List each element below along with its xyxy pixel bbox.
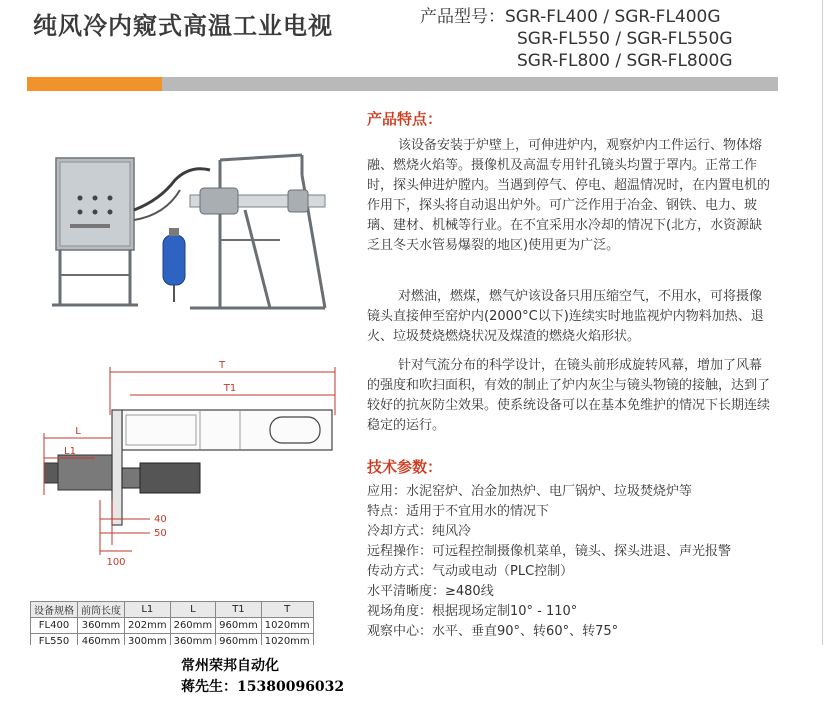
dim-label-T1: T1	[223, 383, 237, 394]
table-cell: 260mm	[170, 618, 216, 634]
table-header-cell: L1	[125, 602, 171, 618]
table-header-cell: 设备规格	[31, 602, 78, 618]
page-edge-line	[822, 0, 823, 645]
model-label: 产品型号：	[420, 7, 505, 27]
table-cell: 960mm	[216, 618, 262, 634]
model-line-2: SGR-FL550 / SGR-FL550G	[517, 29, 733, 49]
table-header-cell: L	[170, 602, 216, 618]
feature-paragraph-1: 该设备安装于炉壁上，可伸进炉内，观察炉内工件运行、物体熔融、燃烧火焰等。摄像机及高温专用针孔镜头均置于罩内。正常工作时，探头伸进炉膛内。当遇到停气、停电、超温情况时，在内置电机的作用下，探头将自动退出炉外。可广泛作用于冶金、钢铁、电力、玻璃、建材、机械等行业。在不宜采用水冷却的情况下(北方，水资源缺乏且冬天水管易爆裂的地区)使用更为广泛。	[367, 138, 771, 253]
spec-item-resolution: 水平清晰度：≥480线	[367, 584, 494, 599]
table-cell: 360mm	[78, 618, 125, 634]
dimension-drawing	[40, 355, 350, 575]
contact-info	[181, 656, 344, 698]
header-divider-bar	[162, 77, 778, 91]
feature-paragraph-2: 对燃油，燃煤，燃气炉该设备只用压缩空气，不用水，可将摄像镜头直接伸至窑炉内(2000°C以下)连续实时地监视炉内物料加热、退火、垃圾焚烧燃烧状况及煤渣的燃烧火焰形状。	[367, 289, 764, 344]
spec-list	[367, 482, 731, 642]
table-cell: 300mm	[125, 634, 171, 646]
table-cell: 960mm	[216, 634, 262, 646]
spec-item-cooling: 冷却方式：纯风冷	[367, 524, 472, 539]
model-list	[420, 6, 733, 72]
accent-bar	[27, 77, 162, 91]
features-heading: 产品特点：	[367, 110, 443, 128]
table-cell: 1020mm	[261, 618, 313, 634]
model-line-1: 产品型号：SGR-FL400 / SGR-FL400G	[420, 7, 721, 27]
spec-item-view-center: 观察中心：水平、垂直90°、转60°、转75°	[367, 624, 619, 639]
spec-item-application: 应用：水泥窑炉、冶金加热炉、电厂锅炉、垃圾焚烧炉等	[367, 484, 693, 499]
table-header-cell: 前筒长度	[78, 602, 125, 618]
company-name: 常州荣邦自动化	[181, 658, 279, 674]
dim-label-T: T	[218, 360, 226, 371]
table-cell: 202mm	[125, 618, 171, 634]
table-row	[31, 634, 314, 646]
table-cell: FL550	[31, 634, 78, 646]
product-photo	[40, 140, 340, 330]
table-header-row	[31, 602, 314, 618]
table-cell: 460mm	[78, 634, 125, 646]
table-header-cell: T	[261, 602, 313, 618]
dim-label-40: 40	[154, 514, 167, 525]
spec-item-remote: 远程操作：可远程控制摄像机菜单，镜头、探头进退、声光报警	[367, 544, 732, 559]
table-cell: 1020mm	[261, 634, 313, 646]
table-cell: 360mm	[170, 634, 216, 646]
page-title: 纯风冷内窥式高温工业电视	[33, 12, 333, 40]
table-row	[31, 618, 314, 634]
specs-heading: 技术参数：	[367, 458, 443, 476]
spec-item-drive: 传动方式：气动或电动（PLC控制）	[367, 564, 574, 579]
dim-label-L1: L1	[64, 446, 76, 457]
dim-label-100: 100	[106, 557, 126, 568]
model-line-3: SGR-FL800 / SGR-FL800G	[517, 51, 733, 71]
spec-table	[30, 601, 314, 645]
feature-paragraph-3: 针对气流分布的科学设计，在镜头前形成旋转风幕，增加了风幕的强度和吹扫面积，有效的制止了炉内灰尘与镜头物镜的接触，达到了较好的抗灰防尘效果。使系统设备可以在基本免维护的情况下长期连续稳定的运行。	[367, 358, 771, 433]
spec-item-feature: 特点：适用于不宜用水的情况下	[367, 504, 550, 519]
table-header-cell: T1	[216, 602, 262, 618]
dim-label-50: 50	[154, 528, 167, 539]
spec-item-field-angle: 视场角度：根据现场定制10° - 110°	[367, 604, 578, 619]
dim-label-L: L	[75, 426, 81, 437]
table-cell: FL400	[31, 618, 78, 634]
contact-person: 蒋先生：15380096032	[181, 679, 345, 695]
